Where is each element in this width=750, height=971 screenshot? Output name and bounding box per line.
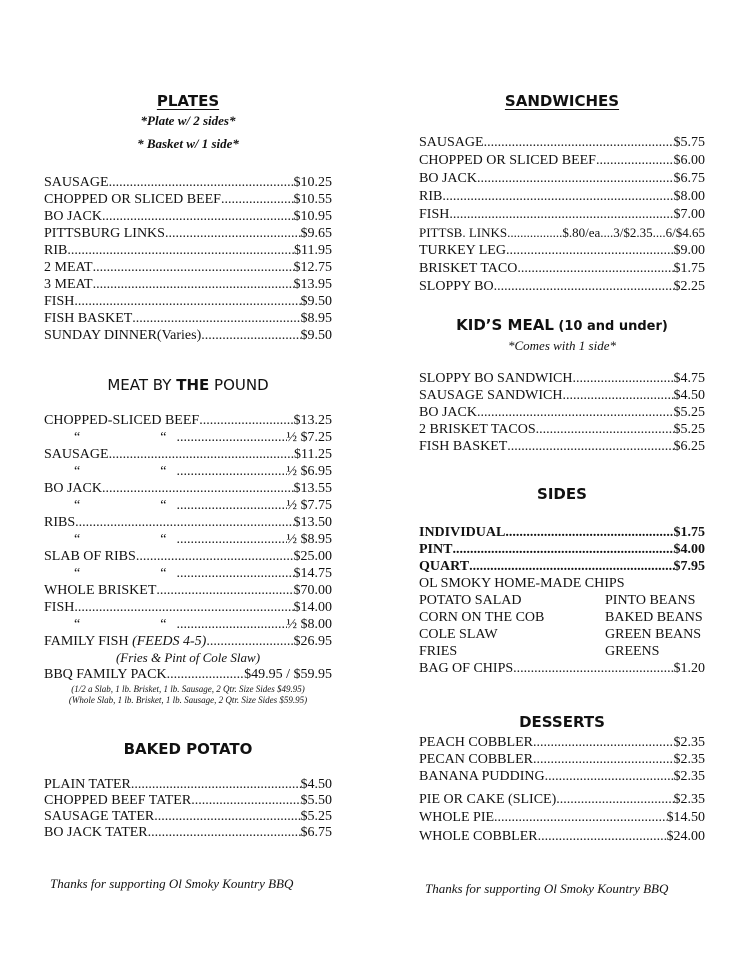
side-item-pair: COLE SLAW GREEN BEANS <box>419 627 702 642</box>
menu-item: WHOLE COBBLER ..... $24.00 <box>419 828 705 846</box>
menu-item: BO JACK ..... $10.95 <box>44 208 332 226</box>
menu-item: SUNDAY DINNER(Varies) ..... $9.50 <box>44 327 332 345</box>
menu-item: BANANA PUDDING ..... $2.35 <box>419 768 705 786</box>
plates-note-sides: *Plate w/ 2 sides* <box>140 113 236 128</box>
menu-item: SAUSAGE SANDWICH ..... $4.50 <box>419 387 705 405</box>
menu-item: SLAB OF RIBS ..... $25.00 <box>44 548 332 566</box>
menu-item: SAUSAGE TATER ..... $5.25 <box>44 808 332 826</box>
side-size-pint: PINT ..... $4.00 <box>419 541 705 559</box>
menu-item: 2 BRISKET TACOS ..... $5.25 <box>419 421 705 439</box>
menu-item: SLOPPY BO ..... $2.25 <box>419 278 705 296</box>
menu-item: BO JACK TATER ..... $6.75 <box>44 824 332 842</box>
menu-item: FISH BASKET ..... $8.95 <box>44 310 332 328</box>
menu-item: BO JACK ..... $5.25 <box>419 404 705 422</box>
bbq-pack-note-whole: (Whole Slab, 1 lb. Brisket, 1 lb. Sausage, 2 Qtr. Size Sides $59.95) <box>68 695 308 705</box>
desserts-heading: DESSERTS <box>519 713 605 731</box>
menu-item: PECAN COBBLER ..... $2.35 <box>419 751 705 769</box>
thanks-message: Thanks for supporting Ol Smoky Kountry BBQ <box>50 876 294 891</box>
side-item: OL SMOKY HOME-MADE CHIPS <box>419 576 625 591</box>
menu-item: CHOPPED BEEF TATER ..... $5.50 <box>44 792 332 810</box>
menu-item: PIE OR CAKE (SLICE) ..... $2.35 <box>419 791 705 809</box>
menu-item: SLOPPY BO SANDWICH ..... $4.75 <box>419 370 705 388</box>
menu-item: SAUSAGE ..... $10.25 <box>44 174 332 192</box>
side-item-pair: POTATO SALAD PINTO BEANS <box>419 593 696 608</box>
menu-item: CHOPPED-SLICED BEEF ..... $13.25 <box>44 412 332 430</box>
menu-item: 3 MEAT ..... $13.95 <box>44 276 332 294</box>
menu-item: FISH ..... $14.00 <box>44 599 332 617</box>
menu-item: PEACH COBBLER ..... $2.35 <box>419 734 705 752</box>
bbq-pack-note-half: (1/2 a Slab, 1 lb. Brisket, 1 lb. Sausage, 2 Qtr. Size Sides $49.95) <box>71 684 305 694</box>
side-size-individual: INDIVIDUAL ..... $1.75 <box>419 524 705 542</box>
side-size-quart: QUART ..... $7.95 <box>419 558 705 576</box>
plates-note-basket: * Basket w/ 1 side* <box>137 136 239 151</box>
menu-item: PLAIN TATER ..... $4.50 <box>44 776 332 794</box>
menu-item: SAUSAGE ..... $5.75 <box>419 134 705 152</box>
plates-heading: PLATES <box>156 92 220 110</box>
kids-meal-heading: KID’S MEAL (10 and under) <box>456 316 668 334</box>
sides-heading: SIDES <box>537 485 587 503</box>
menu-item: FISH ..... $7.00 <box>419 206 705 224</box>
menu-item: TURKEY LEG ..... $9.00 <box>419 242 705 260</box>
menu-item: RIBS ..... $13.50 <box>44 514 332 532</box>
side-item-pair: CORN ON THE COB BAKED BEANS <box>419 610 703 625</box>
menu-item-half: “ “ ..... ½ $7.75 <box>44 497 332 515</box>
menu-item-half: “ “ ..... ½ $8.00 <box>44 616 332 634</box>
menu-item-half: “ “ ..... ½ $7.25 <box>44 429 332 447</box>
menu-item: 2 MEAT ..... $12.75 <box>44 259 332 277</box>
menu-item: CHOPPED OR SLICED BEEF ..... $6.00 <box>419 152 705 170</box>
menu-item: BO JACK ..... $13.55 <box>44 480 332 498</box>
menu-item: RIB ..... $11.95 <box>44 242 332 260</box>
menu-item: WHOLE PIE ..... $14.50 <box>419 809 705 827</box>
menu-item: WHOLE BRISKET ..... $70.00 <box>44 582 332 600</box>
baked-potato-heading: BAKED POTATO <box>123 740 253 758</box>
menu-item-half: “ “ ..... ½ $6.95 <box>44 463 332 481</box>
meat-by-pound-heading: MEAT BY THE POUND <box>107 376 269 394</box>
thanks-message: Thanks for supporting Ol Smoky Kountry BBQ <box>425 881 669 896</box>
side-item-pair: FRIES GREENS <box>419 644 660 659</box>
menu-item: BRISKET TACO ..... $1.75 <box>419 260 705 278</box>
menu-item-bbq-family-pack: BBQ FAMILY PACK ..... $49.95 / $59.95 <box>44 666 332 684</box>
menu-item-half: “ “ ..... ½ $8.95 <box>44 531 332 549</box>
menu-item: BAG OF CHIPS ..... $1.20 <box>419 660 705 678</box>
menu-item: RIB ..... $8.00 <box>419 188 705 206</box>
menu-item-half: “ “ ..... $14.75 <box>44 565 332 583</box>
menu-item-family-fish: FAMILY FISH (FEEDS 4-5) ..... $26.95 <box>44 633 332 651</box>
menu-item: FISH ..... $9.50 <box>44 293 332 311</box>
menu-item: PITTSB. LINKS ..... $.80/ea....3/$2.35....6/$4.65 <box>419 224 705 242</box>
sandwiches-heading: SANDWICHES <box>504 92 620 110</box>
menu-item: FISH BASKET ..... $6.25 <box>419 438 705 456</box>
menu-item: CHOPPED OR SLICED BEEF ..... $10.55 <box>44 191 332 209</box>
kids-meal-note: *Comes with 1 side* <box>508 338 616 353</box>
menu-item: PITTSBURG LINKS ..... $9.65 <box>44 225 332 243</box>
menu-item: BO JACK ..... $6.75 <box>419 170 705 188</box>
menu-item: SAUSAGE ..... $11.25 <box>44 446 332 464</box>
family-fish-note: (Fries & Pint of Cole Slaw) <box>115 650 261 665</box>
